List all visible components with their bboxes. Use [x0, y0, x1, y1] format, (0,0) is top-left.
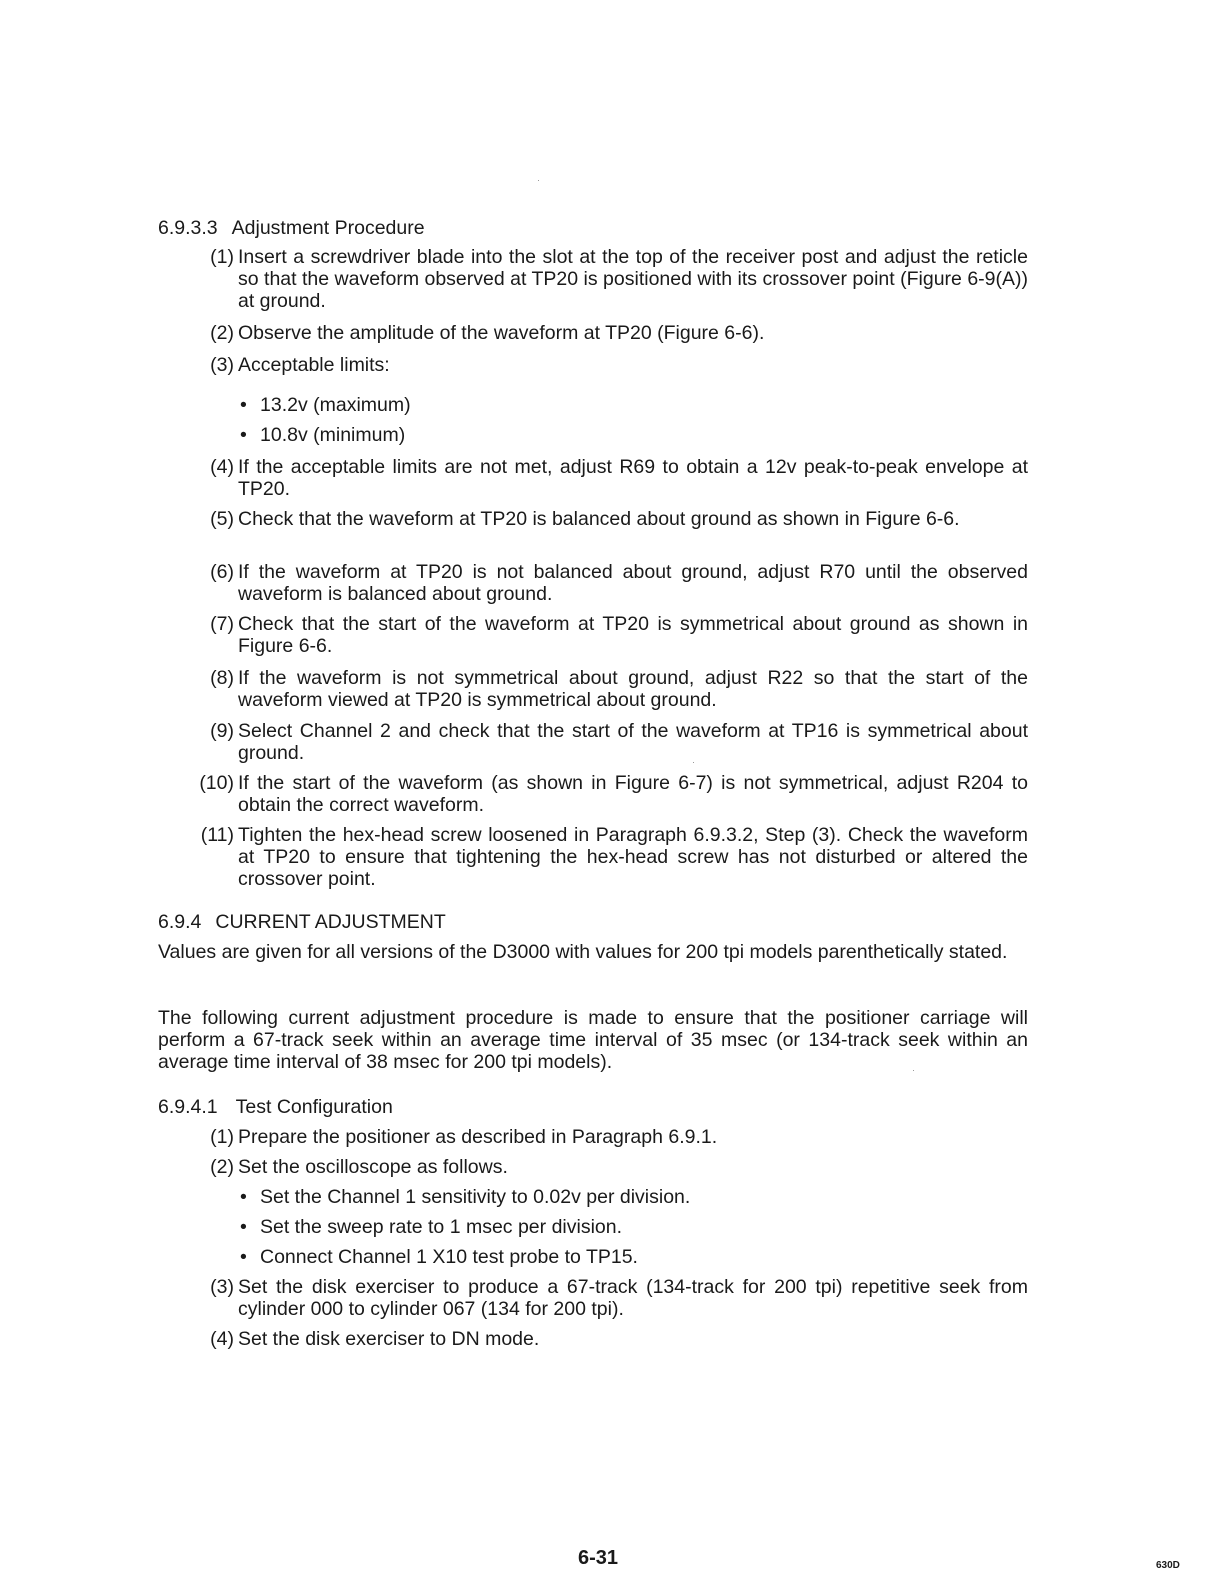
step-number: (8)	[210, 667, 234, 689]
bullet-icon: •	[240, 1186, 247, 1208]
step-number: (3)	[210, 1276, 234, 1298]
section-number: 6.9.4.1	[158, 1096, 218, 1118]
step-number: (7)	[210, 613, 234, 635]
bullet-icon: •	[240, 1216, 247, 1238]
step-number: (11)	[200, 824, 234, 846]
step-number: (1)	[210, 1126, 234, 1148]
step-text: Check that the waveform at TP20 is balanced about ground as shown in Figure 6-6.	[238, 508, 960, 530]
section-title: Adjustment Procedure	[231, 217, 425, 239]
section-heading-694	[158, 911, 446, 933]
setting-bullet	[240, 1246, 638, 1268]
step-text: Prepare the positioner as described in Paragraph 6.9.1.	[238, 1126, 718, 1148]
step-text: If the waveform at TP20 is not balanced about ground, adjust R70 until the observed waveform is balanced about ground.	[238, 561, 1028, 605]
section-number: 6.9.3.3	[158, 217, 218, 239]
setting-text: Set the Channel 1 sensitivity to 0.02v per division.	[260, 1186, 691, 1208]
bullet-icon: •	[240, 1246, 247, 1268]
paragraph: The following current adjustment procedure is made to ensure that the positioner carriage will perform a 67-track seek within an average time interval of 35 msec (or 134-track seek within an average time interval of 38 msec for 200 tpi models).	[158, 1007, 1028, 1073]
setting-bullet	[240, 1216, 622, 1238]
step-text: Set the oscilloscope as follows.	[238, 1156, 508, 1178]
setting-text: Set the sweep rate to 1 msec per division.	[260, 1216, 623, 1238]
step-number: (9)	[210, 720, 234, 742]
step-number: (6)	[210, 561, 234, 583]
limit-bullet	[240, 394, 411, 416]
scan-speck	[693, 762, 694, 763]
step-number: (10)	[199, 772, 234, 794]
setting-text: Connect Channel 1 X10 test probe to TP15.	[260, 1246, 638, 1268]
setting-bullet	[240, 1186, 690, 1208]
section-heading-6941	[158, 1096, 393, 1118]
section-title: CURRENT ADJUSTMENT	[215, 911, 446, 933]
step-number: (4)	[210, 456, 234, 478]
section-heading-6933	[158, 217, 425, 239]
step-text: Set the disk exerciser to DN mode.	[238, 1328, 540, 1350]
limit-text: 13.2v (maximum)	[260, 394, 411, 416]
step-text: Observe the amplitude of the waveform at TP20 (Figure 6-6).	[238, 322, 765, 344]
page-number: 6-31	[578, 1547, 619, 1569]
step-text: Tighten the hex-head screw loosened in Paragraph 6.9.3.2, Step (3). Check the waveform at TP20 to ensure that tightening the hex-head screw has not disturbed or altered the crossover point.	[238, 824, 1028, 890]
bullet-icon: •	[240, 424, 247, 446]
step-text: If the acceptable limits are not met, adjust R69 to obtain a 12v peak-to-peak envelope at TP20.	[238, 456, 1028, 500]
step-number: (1)	[210, 246, 234, 268]
step-text: Check that the start of the waveform at TP20 is symmetrical about ground as shown in Figure 6-6.	[238, 613, 1028, 657]
step-text: Acceptable limits:	[238, 354, 390, 376]
paragraph: Values are given for all versions of the D3000 with values for 200 tpi models parenthetically stated.	[158, 941, 1008, 963]
bullet-icon: •	[240, 394, 247, 416]
step-number: (2)	[210, 1156, 234, 1178]
step-text: Select Channel 2 and check that the start of the waveform at TP16 is symmetrical about ground.	[238, 720, 1028, 764]
scan-speck	[538, 180, 539, 181]
document-code: 630D	[1156, 1560, 1180, 1571]
limit-text: 10.8v (minimum)	[260, 424, 406, 446]
step-number: (3)	[210, 354, 234, 376]
step-text: Insert a screwdriver blade into the slot at the top of the receiver post and adjust the reticle so that the waveform observed at TP20 is positioned with its crossover point (Figure 6-9(A)) at ground.	[238, 246, 1028, 312]
step-number: (5)	[210, 508, 234, 530]
limit-bullet	[240, 424, 405, 446]
step-number: (4)	[210, 1328, 234, 1350]
step-text: Set the disk exerciser to produce a 67-track (134-track for 200 tpi) repetitive seek from cylinder 000 to cylinder 067 (134 for 200 tpi).	[238, 1276, 1028, 1320]
scan-speck	[913, 1070, 914, 1071]
step-number: (2)	[210, 322, 234, 344]
step-text: If the waveform is not symmetrical about ground, adjust R22 so that the start of the waveform viewed at TP20 is symmetrical about ground.	[238, 667, 1028, 711]
section-title: Test Configuration	[235, 1096, 393, 1118]
step-text: If the start of the waveform (as shown in Figure 6-7) is not symmetrical, adjust R204 to obtain the correct waveform.	[238, 772, 1028, 816]
section-number: 6.9.4	[158, 911, 202, 933]
